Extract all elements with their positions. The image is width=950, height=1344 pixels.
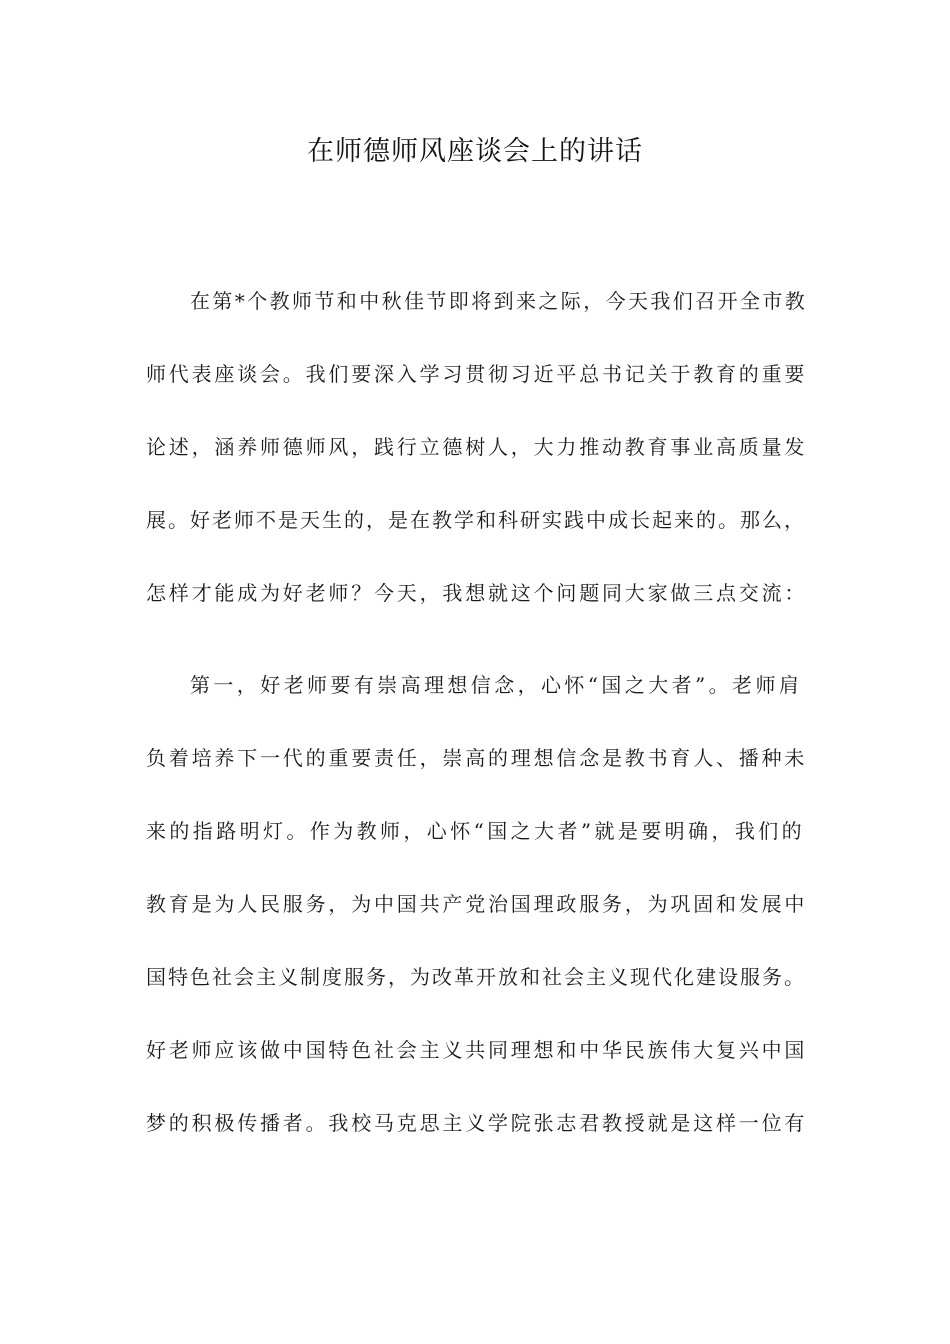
paragraph-line: 展。好老师不是天生的，是在教学和科研实践中成长起来的。那么，: [146, 508, 806, 532]
paragraph-line: 论述，涵养师德师风，践行立德树人，大力推动教育事业高质量发: [146, 435, 808, 459]
paragraph-line: 负着培养下一代的重要责任，崇高的理想信念是教书育人、播种未: [146, 746, 808, 770]
paragraph-line: 梦的积极传播者。我校马克思主义学院张志君教授就是这样一位有: [146, 1111, 808, 1135]
paragraph-line: 第一，好老师要有崇高理想信念，心怀“国之大者”。老师肩: [190, 673, 803, 697]
paragraph-line: 好老师应该做中国特色社会主义共同理想和中华民族伟大复兴中国: [146, 1038, 808, 1062]
paragraph-line: 来的指路明灯。作为教师，心怀“国之大者”就是要明确，我们的: [146, 819, 806, 843]
paragraph-line: 国特色社会主义制度服务，为改革开放和社会主义现代化建设服务。: [146, 965, 806, 989]
paragraph-line: 教育是为人民服务，为中国共产党治国理政服务，为巩固和发展中: [146, 892, 808, 916]
paragraph-line: 师代表座谈会。我们要深入学习贯彻习近平总书记关于教育的重要: [146, 362, 808, 386]
paragraph-line: 在第*个教师节和中秋佳节即将到来之际，今天我们召开全市教: [190, 289, 808, 313]
document-title: 在师德师风座谈会上的讲话: [307, 136, 643, 167]
paragraph-line: 怎样才能成为好老师？今天，我想就这个问题同大家做三点交流：: [146, 581, 808, 605]
